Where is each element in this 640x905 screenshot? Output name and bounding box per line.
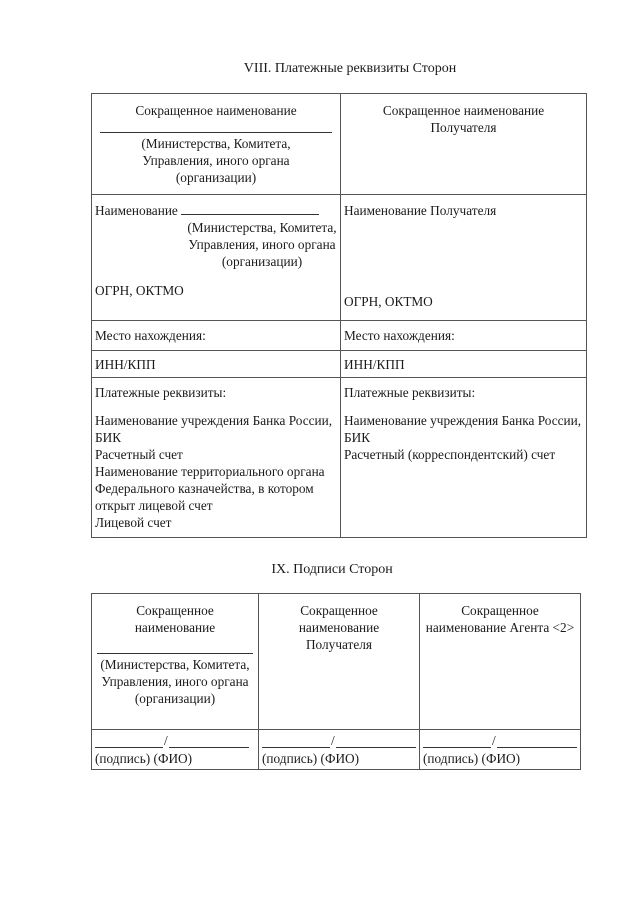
left-org-note: (Министерства, Комитета, Управления, иного органа (организации) — [141, 136, 291, 185]
signatures-table — [91, 593, 581, 770]
sig-col1-caption: (подпись) (ФИО) — [95, 751, 193, 766]
section9-title: IX. Подписи Сторон — [271, 562, 393, 577]
sig-col3-short-name: Сокращенное наименование Агента <2> — [425, 603, 575, 635]
left-location: Место нахождения: — [92, 321, 341, 351]
left-name-note: (Министерства, Комитета, Управления, иного органа (организации) — [187, 220, 337, 269]
right-name-cell — [341, 195, 587, 321]
sig-col1-short-name: Сокращенное наименование — [134, 603, 216, 635]
sig-col3-signature-cell — [420, 730, 581, 770]
left-payment-cell — [92, 378, 341, 538]
sig-col1-note: (Министерства, Комитета, Управления, иного органа (организации) — [100, 657, 250, 706]
left-bank-line: Наименование учреждения Банка России, БИК — [95, 413, 333, 445]
sig-col1-blank-line — [97, 641, 253, 654]
sig-col2-short-name: Сокращенное наименование Получателя — [298, 603, 380, 652]
sig-col1-signature-line: / — [95, 732, 255, 748]
sig-col3-caption: (подпись) (ФИО) — [423, 751, 521, 766]
sig-col1-signature-cell — [92, 730, 259, 770]
sig-col3-header-cell — [420, 594, 581, 730]
right-org-short-name: Сокращенное наименование Получателя — [382, 103, 545, 135]
right-location: Место нахождения: — [341, 321, 587, 351]
section8-title: VIII. Платежные реквизиты Сторон — [243, 61, 457, 76]
right-name-label: Наименование Получателя — [344, 203, 497, 218]
left-name-cell — [92, 195, 341, 321]
right-account-line: Расчетный (корреспондентский) счет — [344, 447, 556, 462]
right-payment-cell — [341, 378, 587, 538]
payment-details-table — [91, 93, 587, 538]
sig-col2-caption: (подпись) (ФИО) — [262, 751, 360, 766]
left-org-short-name: Сокращенное наименование — [135, 103, 297, 118]
right-inn: ИНН/КПП — [341, 351, 587, 378]
right-payment-title: Платежные реквизиты: — [344, 385, 476, 400]
left-account-line: Расчетный счет — [95, 447, 183, 462]
right-ogrn: ОГРН, ОКТМО — [344, 294, 433, 309]
sig-col1-header-cell — [92, 594, 259, 730]
left-inn: ИНН/КПП — [92, 351, 341, 378]
sig-col3-signature-line: / — [423, 732, 577, 748]
left-treasury-line: Наименование территориального органа Федерального казначейства, в котором открыт лицевой счет — [95, 464, 325, 513]
left-payment-title: Платежные реквизиты: — [95, 385, 227, 400]
left-org-blank-line — [100, 124, 332, 133]
left-ogrn: ОГРН, ОКТМО — [95, 283, 184, 298]
left-name-blank-line — [181, 204, 319, 215]
left-org-header-cell — [92, 94, 341, 195]
left-name-label: Наименование — [95, 203, 178, 218]
sig-col2-signature-line: / — [262, 732, 416, 748]
sig-col2-header-cell — [259, 594, 420, 730]
right-org-header-cell — [341, 94, 587, 195]
right-bank-line: Наименование учреждения Банка России, БИК — [344, 413, 582, 445]
left-personal-account-line: Лицевой счет — [95, 515, 172, 530]
sig-col2-signature-cell — [259, 730, 420, 770]
